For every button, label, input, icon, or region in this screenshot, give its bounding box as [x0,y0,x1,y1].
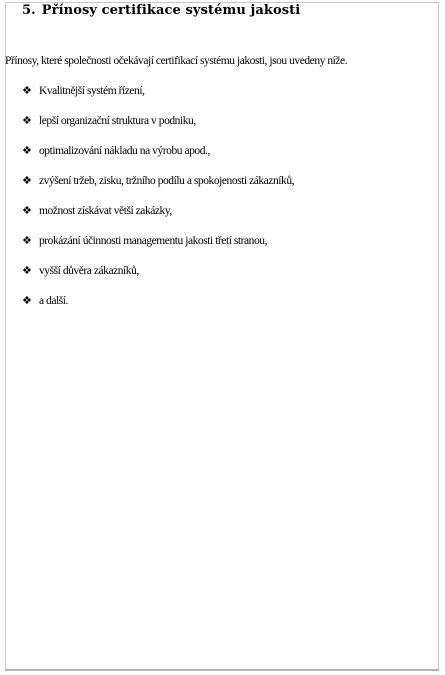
list-item-text: prokázání účinnosti managementu jakosti třetí stranou, [39,235,267,247]
list-item-text: Kvalitnější systém řízení, [39,85,145,97]
list-item [22,294,294,324]
diamond-bullet-icon: ❖ [22,84,32,97]
benefits-list [22,84,294,324]
diamond-bullet-icon: ❖ [22,114,32,127]
diamond-bullet-icon: ❖ [22,144,32,157]
list-item [22,264,294,294]
list-item [22,84,294,114]
intro-paragraph: Přínosy, které společnosti očekávají certifikací systému jakosti, jsou uvedeny níže. [5,55,348,67]
list-item [22,114,294,144]
page-bottom-edge [5,669,439,671]
diamond-bullet-icon: ❖ [22,234,32,247]
list-item [22,174,294,204]
list-item-text: vyšší důvěra zákazníků, [39,265,139,277]
list-item-text: optimalizování nákladu na výrobu apod., [39,145,210,157]
diamond-bullet-icon: ❖ [22,264,32,277]
section-heading [22,3,300,18]
list-item [22,204,294,234]
list-item-text: lepší organizační struktura v podniku, [39,115,196,127]
list-item [22,234,294,264]
list-item-text: možnost získávat větší zakázky, [39,205,172,217]
list-item-text: a další. [39,295,68,307]
list-item [22,144,294,174]
section-title: Přínosy certifikace systému jakosti [41,3,301,18]
diamond-bullet-icon: ❖ [22,294,32,307]
list-item-text: zvýšení tržeb, zisku, tržního podílu a spokojenosti zákazníků, [39,175,295,187]
diamond-bullet-icon: ❖ [22,174,32,187]
diamond-bullet-icon: ❖ [22,204,32,217]
section-number: 5. [22,3,36,18]
